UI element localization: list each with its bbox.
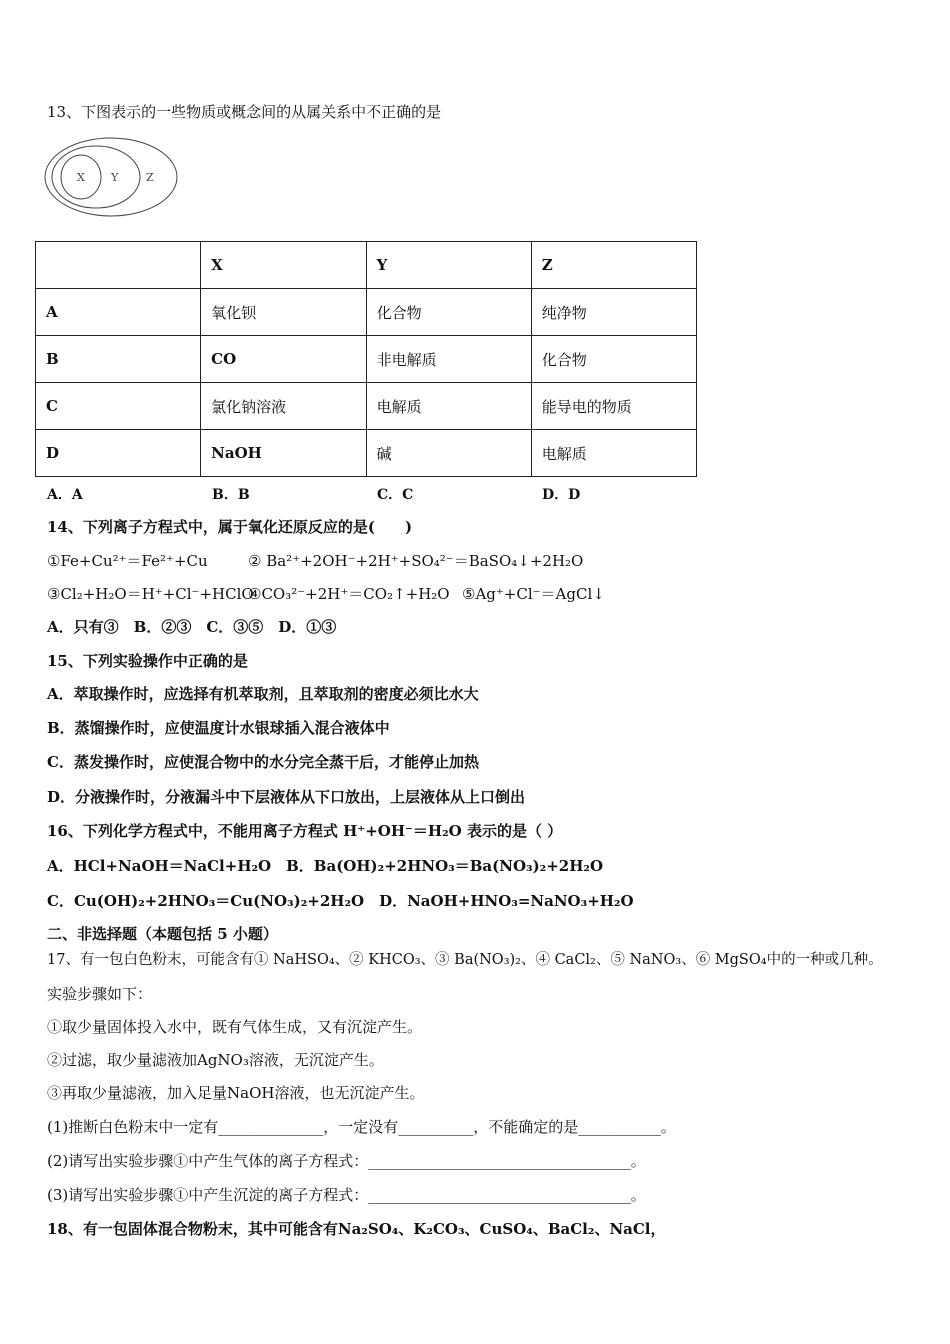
steps-title: 实验步骤如下： [47,985,153,1003]
venn-label-z: Z [146,171,154,184]
venn-label-y: Y [111,171,119,184]
option-a: A．A [47,487,83,503]
question-17-part-2: (2)请写出实验步骤①中产生气体的离子方程式：___________________________________。 [47,1152,646,1170]
cell: 电解质 [531,430,696,477]
question-16-options-ab: A．HCl+NaOH＝NaCl+H₂O B．Ba(OH)₂+2HNO₃＝Ba(NO₃)₂+2H₂O [47,857,604,875]
option-c: C．C [377,487,414,503]
table-row [36,430,697,477]
cell: A [36,289,201,336]
question-17-part-1: (1)推断白色粉末中一定有______________，一定没有__________，不能确定的是___________。 [47,1118,676,1136]
question-16-options-cd: C．Cu(OH)₂+2HNO₃＝Cu(NO₃)₂+2H₂O D．NaOH+HNO₃=NaNO₃+H₂O [47,892,634,910]
cell: B [36,336,201,383]
equation-4: ④CO₃²⁻+2H⁺＝CO₂↑+H₂O [248,585,450,603]
header-cell: Z [531,242,696,289]
equation-1: ①Fe+Cu²⁺＝Fe²⁺+Cu [47,552,208,570]
cell: CO [201,336,366,383]
question-16-title: 16、下列化学方程式中，不能用离子方程式 H⁺+OH⁻＝H₂O 表示的是（ ） [47,822,563,840]
table-row [36,383,697,430]
cell: D [36,430,201,477]
question-13-title: 13、下图表示的一些物质或概念间的从属关系中不正确的是 [47,103,442,121]
section-heading: 二、非选择题（本题包括 5 小题） [47,925,278,943]
equation-5: ⑤Ag⁺+Cl⁻＝AgCl↓ [462,585,605,603]
question-15-title: 15、下列实验操作中正确的是 [47,652,248,670]
venn-label-x: X [77,171,85,184]
question-14-options: A．只有③ B．②③ C．③⑤ D．①③ [47,618,337,636]
cell: 碱 [366,430,531,477]
question-17-part-3: (3)请写出实验步骤①中产生沉淀的离子方程式：___________________________________。 [47,1186,646,1204]
option-d: D．D [542,487,581,503]
question-18-title: 18、有一包固体混合物粉末，其中可能含有Na₂SO₄、K₂CO₃、CuSO₄、BaCl₂、NaCl， [47,1220,666,1238]
header-cell [36,242,201,289]
question-17-title: 17、有一包白色粉末，可能含有① NaHSO₄、② KHCO₃、③ Ba(NO₃)₂、④ CaCl₂、⑤ NaNO₃、⑥ MgSO₄中的一种或几种。 [47,952,883,968]
cell: 非电解质 [366,336,531,383]
header-cell: X [201,242,366,289]
option-d: D．分液操作时，分液漏斗中下层液体从下口放出，上层液体从上口倒出 [47,788,526,806]
cell: C [36,383,201,430]
header-cell: Y [366,242,531,289]
cell: 电解质 [366,383,531,430]
cell: NaOH [201,430,366,477]
cell: 能导电的物质 [531,383,696,430]
option-b: B．蒸馏操作时，应使温度计水银球插入混合液体中 [47,719,390,737]
table-row [36,336,697,383]
venn-diagram [44,136,184,222]
table-header-row [36,242,697,289]
step-2: ②过滤，取少量滤液加AgNO₃溶液，无沉淀产生。 [47,1051,384,1069]
equation-3: ③Cl₂+H₂O＝H⁺+Cl⁻+HClO [47,585,254,603]
option-b: B．B [212,487,250,503]
cell: 氯化钠溶液 [201,383,366,430]
cell: 化合物 [531,336,696,383]
cell: 氧化钡 [201,289,366,336]
equation-2: ② Ba²⁺+2OH⁻+2H⁺+SO₄²⁻＝BaSO₄↓+2H₂O [248,552,584,570]
question-13-table [35,241,697,477]
step-3: ③再取少量滤液，加入足量NaOH溶液，也无沉淀产生。 [47,1084,425,1102]
cell: 纯净物 [531,289,696,336]
cell: 化合物 [366,289,531,336]
option-a: A．萃取操作时，应选择有机萃取剂，且萃取剂的密度必须比水大 [47,685,479,703]
option-c: C．蒸发操作时，应使混合物中的水分完全蒸干后，才能停止加热 [47,753,479,771]
question-14-title: 14、下列离子方程式中，属于氧化还原反应的是( ) [47,518,413,536]
table-row [36,289,697,336]
step-1: ①取少量固体投入水中，既有气体生成，又有沉淀产生。 [47,1018,423,1036]
